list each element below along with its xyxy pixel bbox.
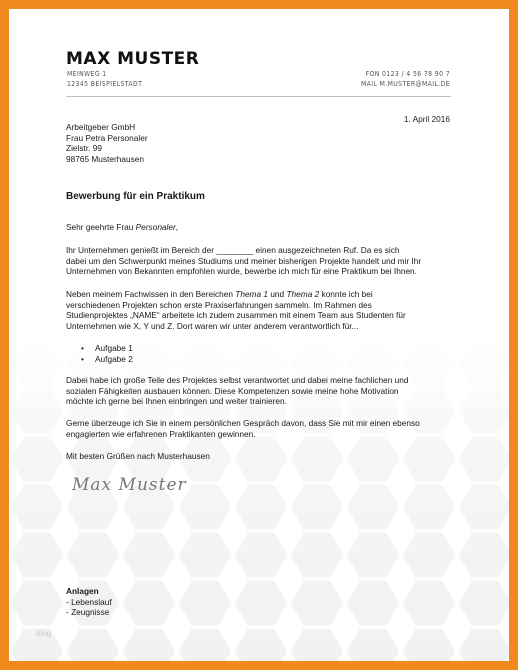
recipient-city: 98765 Musterhausen [66,153,144,164]
salutation-name: Personaler [135,222,176,232]
letter-subject: Bewerbung für ein Praktikum [66,191,205,202]
paragraph-line: Dabei habe ich große Teile des Projektes selbst verantwortet und dabei meine fachlichen und [66,375,409,385]
topic-2: Thema 2 [286,289,320,299]
sender-name: MAX MUSTER [66,49,200,69]
salutation-suffix: , [175,222,179,232]
enclosures [66,586,112,618]
paragraph-skills [66,375,458,407]
watermark: blog [36,629,52,638]
topic-1: Thema 1 [235,289,269,299]
paragraph-line: Studienprojektes „NAME“ arbeitete ich zudem zusammen mit einem Team aus Studenten für [66,310,406,321]
paragraph-line: Gerne überzeuge ich Sie in einem persönlichen Gespräch davon, dass Sie mit mir einen ebenso [66,418,420,428]
recipient-contact: Frau Petra Personaler [66,132,148,143]
enclosures-label: Anlagen [66,586,99,596]
list-item [81,343,133,354]
paragraph-experience [66,289,458,331]
handwritten-signature: Max Muster [72,475,187,495]
salutation-prefix: Sehr geehrte Frau [66,222,136,232]
paragraph-line: Unternehmen wie X, Y und Z. Dort waren wir unter anderem verantwortlich für... [66,320,359,331]
enclosure-item: - Zeugnisse [66,607,110,618]
task-label: Aufgabe 2 [95,353,133,364]
enclosure-item: - Lebenslauf [66,596,112,607]
paragraph-intro [66,245,458,277]
paragraph-line: verschiedenen Projekten schon erste Praxiserfahrungen sammeln. Im Rahmen des [66,299,372,310]
task-list [81,343,133,364]
sender-street: MEINWEG 1 [67,70,107,78]
paragraph-line: engagierten wie erfahrenen Praktikanten gewinnen. [66,428,256,439]
task-label: Aufgabe 1 [95,343,133,353]
text-run: Neben meinem Fachwissen in den Bereichen [66,289,236,299]
letter-date: 1. April 2016 [403,114,450,124]
bullet-icon: • [81,343,84,353]
bullet-icon: • [81,353,84,364]
paragraph-line: sozialen Fähigkeiten ausbauen können. Diese Kompetenzen sowie meine hohe Motivation [66,385,399,396]
sender-city: 12345 BEISPIELSTADT [67,80,143,88]
salutation [66,222,178,233]
text-run: und [268,289,287,299]
header-divider [66,96,451,97]
paragraph-line: Ihr Unternehmen genießt im Bereich der ________ einen ausgezeichneten Ruf. Da es sich [66,245,400,255]
paragraph-line [66,289,458,300]
closing-phrase: Mit besten Grüßen nach Musterhausen [66,451,210,461]
recipient-company: Arbeitgeber GmbH [66,122,136,132]
paragraph-interview [66,418,458,439]
recipient-address [66,122,148,164]
text-run: konnte ich bei [319,289,373,299]
list-item [81,354,133,365]
sender-email: MAIL M.MUSTER@MAIL.DE [360,80,450,88]
letter-page [9,9,509,661]
paragraph-line: Unternehmen von Bekannten empfohlen wurde, bewerbe ich mich für eine Praktikum bei Ihnen. [66,266,417,277]
paragraph-line: dabei um den Schwerpunkt meines Studiums und meiner bisherigen Projekte handelt und mir Ihr [66,255,422,266]
recipient-street: Zielstr. 99 [66,143,102,154]
paragraph-line: möchte ich gerne bei Ihnen einbringen und weiter trainieren. [66,396,287,407]
sender-phone: FON 0123 / 4 56 78 90 7 [365,70,450,78]
